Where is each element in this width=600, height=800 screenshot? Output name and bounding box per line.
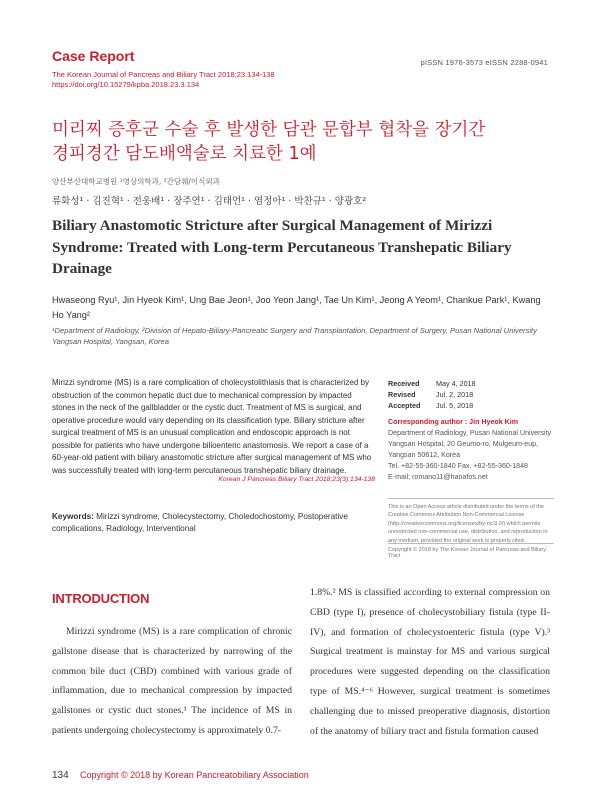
date-label: Received — [388, 379, 420, 388]
korean-title-line-1: 미리찌 증후군 수술 후 발생한 담관 문합부 협착을 장기간 — [52, 120, 486, 140]
corr-line: Yangsan 50612, Korea — [388, 451, 461, 459]
abstract-citation: Korean J Pancreas Biliary Tract 2018;23(3):134-138 — [218, 476, 375, 483]
paragraph: 1.8%.² MS is classified according to external compression on CBD (type I), presence of cholecystobiliary fistula (type II-IV), and formation of cholecystoenteric fistula (type V).³ Surgical treatment is mainstay for MS and various surgical procedures were suggested depending on the classification type of MS.⁴⁻⁶ However, surgical treatment is sometimes challenging due to missed preoperative diagnosis, distortion of the anatomy of biliary tract and fistula formation caused — [310, 587, 550, 737]
date-row-revised — [388, 389, 476, 400]
corr-line: Tel. +82-55-360-1840 Fax. +82-55-360-1848 — [388, 462, 529, 470]
keywords-list: Mirizzi syndrome, Cholecystectomy, Choledochostomy, Postoperative complications, Radiology, Interventional — [52, 512, 348, 533]
section-label: Case Report — [52, 48, 135, 64]
date-label: Revised — [388, 390, 416, 399]
journal-citation-line: The Korean Journal of Pancreas and Biliary Tract 2018;23:134-138 — [52, 70, 275, 79]
date-label: Accepted — [388, 401, 421, 410]
page-number: 134 — [52, 770, 69, 781]
date-value: Jul. 5, 2018 — [436, 401, 474, 410]
korean-affiliation: 양산부산대학교병원 ¹영상의학과, ²간담췌/이식외과 — [52, 177, 220, 186]
license-copyright: Copyright © 2018 by The Korean Journal of Pancreas and Biliary Tract — [388, 547, 547, 559]
keywords — [52, 511, 375, 535]
divider — [388, 498, 554, 499]
article-dates — [388, 378, 476, 411]
issn-line: pISSN 1976-3573 eISSN 2288-0941 — [420, 58, 548, 67]
date-row-accepted — [388, 400, 476, 411]
korean-title — [52, 118, 552, 166]
paragraph: Mirizzi syndrome (MS) is a rare complication of chronic gallstone disease that is characterized by narrowing of the common bile duct (CBD) combined with various grade of inflammation, due to mechanical compression by impacted gallstones or cystic duct stones.¹ The incidence of MS in patients undergoing cholecystectomy is approximately 0.7- — [52, 626, 292, 736]
body-column-right — [310, 583, 550, 741]
license-text: This is an Open Access article distributed under the terms of the Creative Commons Attribution Non-Commercial License (http://creativecommons.org/licenses/by-nc/3.0/) which permits unrestricted non-commercial use, distribution, and reproduction in any medium, provided the original work is properly cited. — [388, 504, 548, 544]
date-row-received — [388, 378, 476, 389]
corresponding-author-block — [388, 417, 558, 483]
english-authors: Hwaseong Ryu¹, Jin Hyeok Kim¹, Ung Bae Jeon¹, Joo Yeon Jang¹, Tae Un Kim¹, Jeong A Yeom¹, Chankue Park¹, Kwang Ho Yang² — [52, 295, 541, 320]
date-value: Jul. 2, 2018 — [436, 390, 474, 399]
doi-link[interactable]: https://doi.org/10.15279/kpba.2018.23.3.134 — [52, 80, 200, 89]
divider — [388, 543, 554, 544]
footer-copyright: Copyright © 2018 by Korean Pancreatobiliary Association — [80, 770, 309, 780]
section-heading-introduction: INTRODUCTION — [52, 591, 150, 606]
date-value: May 4, 2018 — [436, 379, 476, 388]
body-column-left — [52, 622, 292, 741]
keywords-label: Keywords: — [52, 512, 94, 521]
korean-authors: 류화성¹ · 김진혁¹ · 전웅배¹ · 장주연¹ · 김태언¹ · 염정아¹ · 박찬규¹ · 양광호² — [52, 196, 367, 207]
korean-title-line-2: 경피경간 담도배액술로 치료한 1예 — [52, 144, 317, 164]
abstract-text: Mirizzi syndrome (MS) is a rare complication of cholecystolithiasis that is characterized by obstruction of the common hepatic duct due to mechanical compression by impacted stones in the neck of the gallbladder or the cystic duct. Treatment of MS is surgical, and operative procedure would vary depending on its classification type. Biliary stricture after surgical treatment of MS is an unusual complication and endoscopic approach is not possible for patients who have undergone bilioenteric anastomosis. We report a case of a 60-year-old patient with biliary anastomotic stricture after surgical management of MS who was successfully treated with long-term percutaneous transhepatic biliary drainage. — [52, 378, 372, 475]
corr-email[interactable]: E-mail; romano11@hanafos.net — [388, 473, 488, 481]
english-title: Biliary Anastomotic Stricture after Surgical Management of Mirizzi Syndrome: Treated with Long-term Percutaneous Transhepatic Biliary Drainage — [52, 217, 512, 277]
corr-line: Department of Radiology, Pusan National University — [388, 429, 552, 437]
corresponding-author-heading: Corresponding author : Jin Hyeok Kim — [388, 418, 519, 426]
english-affiliation: ¹Department of Radiology, ²Division of Hepato-Biliary-Pancreatic Surgery and Transplantation, Department of Surgery, Pusan National University Yangsan Hospital, Yangsan, Korea — [52, 326, 537, 346]
corr-line: Yangsan Hospital, 20 Geumo-ro, Mulgeum-eup, — [388, 440, 539, 448]
